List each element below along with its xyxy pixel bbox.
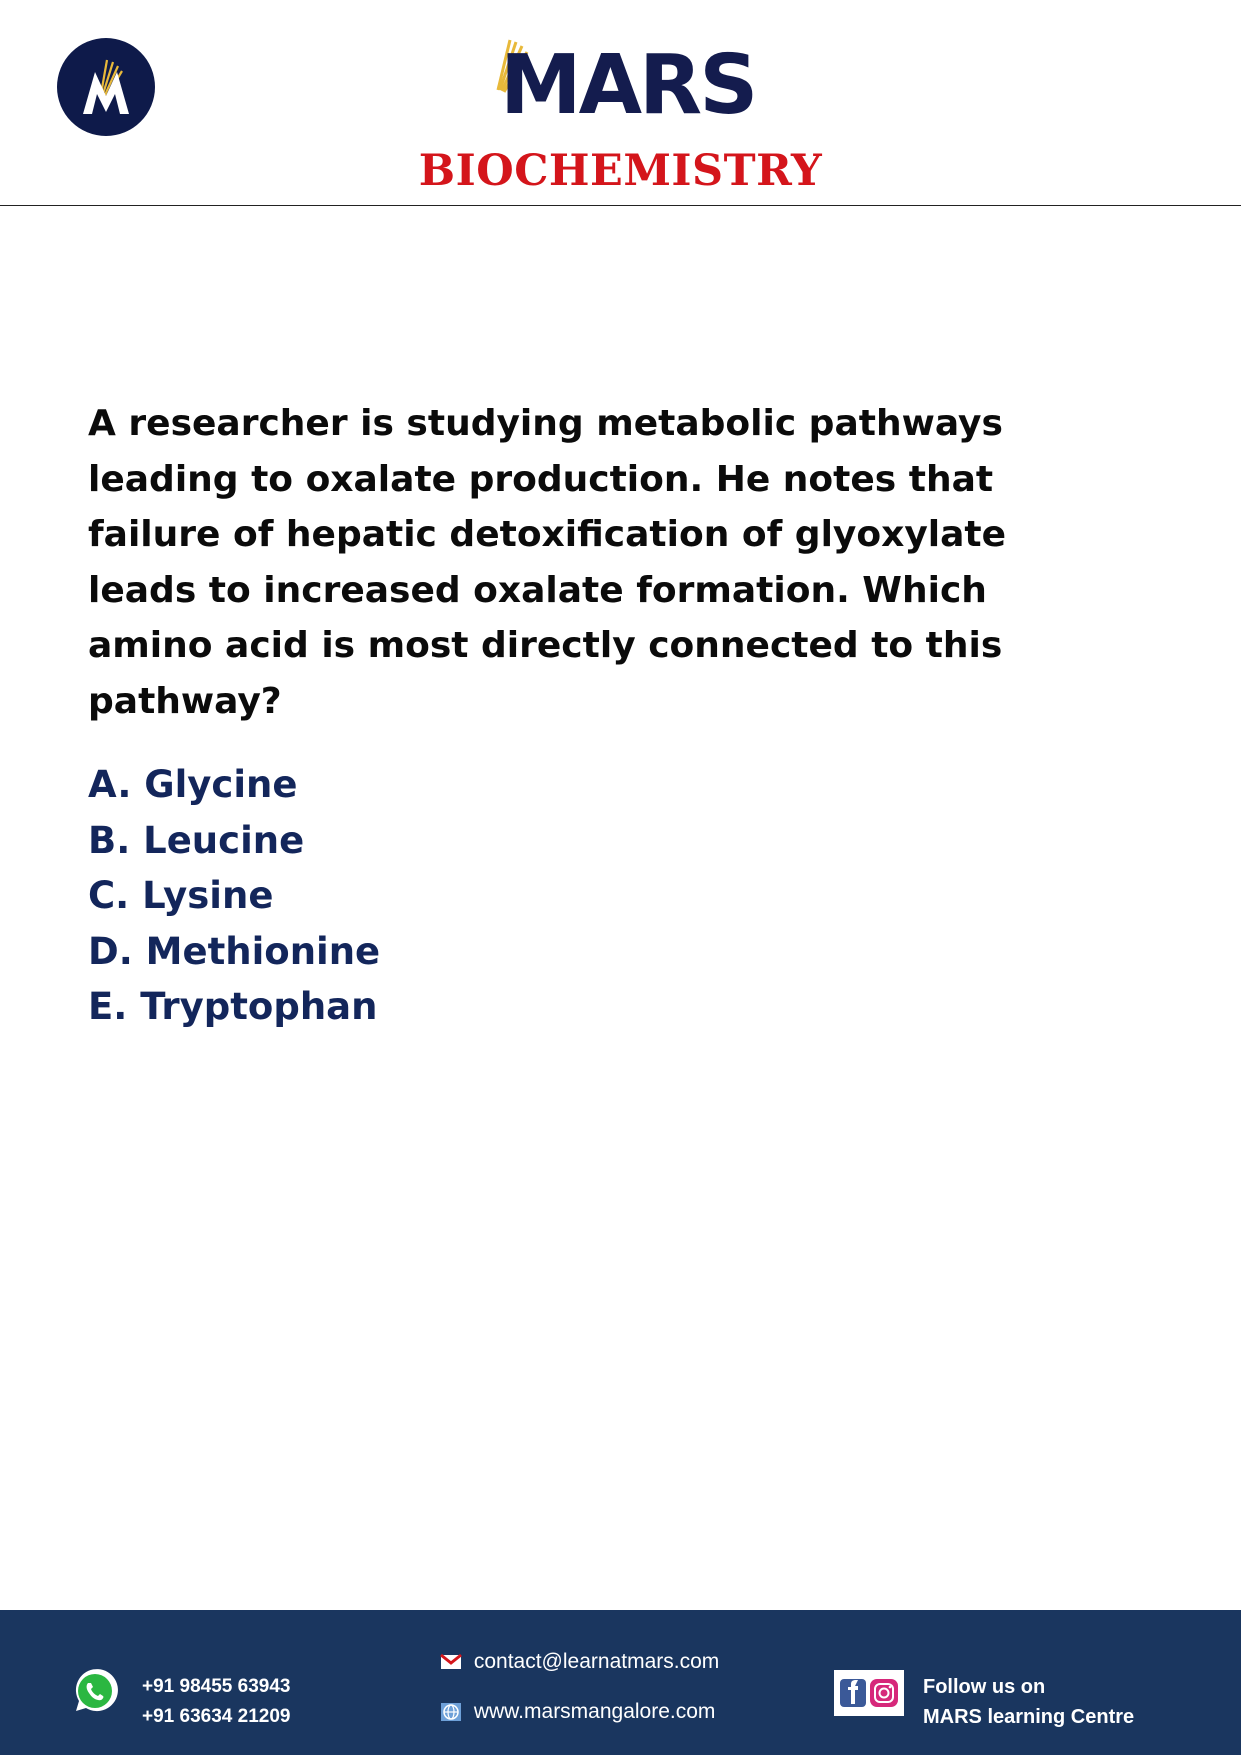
follow-us-text [923,1672,1134,1732]
option-b: B. Leucine [88,818,305,862]
option-d: D. Methionine [88,929,381,973]
subject-title: BIOCHEMISTRY [418,146,823,196]
mars-logo-text: MARS [500,38,756,133]
facebook-icon[interactable] [840,1679,866,1707]
mars-brand-logo [470,38,756,133]
website-row [440,1700,715,1724]
page-footer [0,1610,1241,1755]
option-a: A. Glycine [88,763,298,806]
answer-options [88,757,380,1035]
email-link[interactable]: contact@learnatmars.com [473,1650,720,1673]
whatsapp-icon [68,1665,120,1717]
phone-number-2: +91 63634 21209 [142,1706,291,1727]
website-link[interactable]: www.marsmangalore.com [473,1700,716,1723]
page-header [0,0,1241,206]
follow-line-2: MARS learning Centre [923,1706,1135,1728]
mars-round-logo-icon [57,38,155,136]
mail-icon [440,1652,462,1672]
globe-icon [440,1702,462,1722]
social-icons [834,1670,904,1716]
option-e: E. Tryptophan [88,985,378,1028]
header-divider [0,205,1241,206]
email-row [440,1650,719,1674]
phone-numbers [142,1672,290,1732]
option-c: C. Lysine [88,874,274,917]
instagram-icon[interactable] [870,1679,898,1707]
phone-number-1: +91 98455 63943 [142,1676,291,1697]
follow-line-1: Follow us on [923,1676,1046,1698]
question-text: A researcher is studying metabolic pathways leading to oxalate production. He notes that failure of hepatic detoxification of glyoxylate leads to increased oxalate formation. Which amino acid is most directly connected to this pathway? [88,403,1007,722]
